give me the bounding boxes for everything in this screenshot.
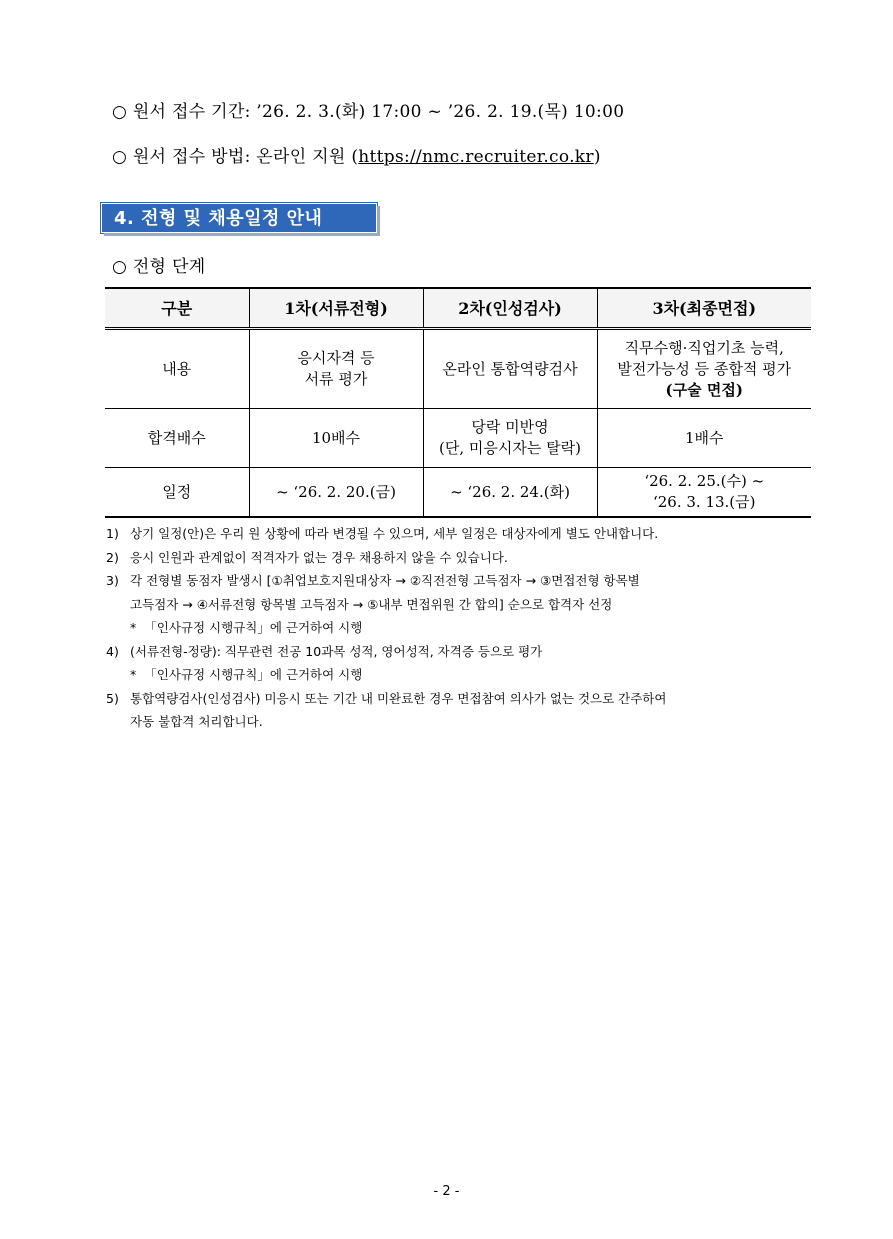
cell-text: ‘26. 3. 13.(금) <box>652 493 756 511</box>
application-period: ○ 원서 접수 기간: ’26. 2. 3.(화) 17:00 ~ ’26. 2. 19.(목) 10:00 <box>112 102 625 122</box>
cell-schedule-stage1: ~ ‘26. 2. 20.(금) <box>249 468 423 518</box>
note-3-sub <box>106 616 812 640</box>
note-4 <box>106 640 812 664</box>
cell-text: 발전가능성 등 종합적 평가 <box>617 359 792 378</box>
note-sub-text: 「인사규정 시행규칙」에 근거하여 시행 <box>144 620 363 635</box>
application-method <box>112 142 601 167</box>
cell-content-stage1 <box>249 329 423 409</box>
cell-content-stage2: 온라인 통합역량검사 <box>423 329 597 409</box>
table-row-schedule <box>105 468 811 518</box>
note-text <box>130 687 812 734</box>
row-label-content: 내용 <box>105 329 249 409</box>
page-number: - 2 - <box>433 1184 460 1199</box>
cell-text: 응시자격 등 <box>297 349 375 367</box>
note-number: 3) <box>106 573 119 588</box>
note-3 <box>106 569 812 616</box>
note-line: 자동 불합격 처리합니다. <box>130 714 263 729</box>
row-label-schedule: 일정 <box>105 468 249 518</box>
cell-schedule-stage2: ~ ‘26. 2. 24.(화) <box>423 468 597 518</box>
recruiter-link[interactable]: https://nmc.recruiter.co.kr <box>358 147 594 167</box>
note-text: (서류전형-정량): 직무관련 전공 10과목 성적, 영어성적, 자격증 등으로 평가 <box>130 643 543 659</box>
table-row-multiple <box>105 409 811 468</box>
application-method-suffix: ) <box>593 147 601 167</box>
cell-text: ‘26. 2. 25.(수) ~ <box>644 472 765 490</box>
note-1 <box>106 522 812 546</box>
note-line: 고득점자 → ④서류전형 항목별 고득점자 → ⑤내부 면접위원 간 합의] 순으로 합격자 선정 <box>130 596 613 612</box>
note-text <box>130 569 812 616</box>
note-number: 2) <box>106 549 119 565</box>
stage-heading: ○ 전형 단계 <box>112 257 206 277</box>
asterisk-icon: * <box>130 667 137 682</box>
table-row-content <box>105 329 811 409</box>
cell-content-stage3 <box>597 329 811 409</box>
note-2 <box>106 546 812 570</box>
note-number: 1) <box>106 526 119 541</box>
cell-text: 당락 미반영 <box>471 418 549 436</box>
header-stage2: 2차(인성검사) <box>423 288 597 329</box>
cell-multiple-stage2 <box>423 409 597 468</box>
cell-text: 직무수행·직업기초 능력, <box>624 338 784 357</box>
selection-stages-table <box>105 287 811 518</box>
notes-list <box>106 522 812 734</box>
cell-schedule-stage3 <box>597 468 811 518</box>
note-sub-text: 「인사규정 시행규칙」에 근거하여 시행 <box>144 667 363 682</box>
application-method-prefix: ○ 원서 접수 방법: 온라인 지원 ( <box>112 147 359 167</box>
cell-multiple-stage1: 10배수 <box>249 409 423 468</box>
row-label-multiple: 합격배수 <box>105 409 249 468</box>
cell-text: (구술 면접) <box>665 380 743 399</box>
asterisk-icon: * <box>130 620 137 635</box>
note-5 <box>106 687 812 734</box>
note-4-sub <box>106 663 812 687</box>
header-category: 구분 <box>105 288 249 329</box>
cell-text: (단, 미응시자는 탈락) <box>439 439 581 457</box>
cell-multiple-stage3: 1배수 <box>597 409 811 468</box>
header-stage3: 3차(최종면접) <box>597 288 811 329</box>
note-text: 응시 인원과 관계없이 적격자가 없는 경우 채용하지 않을 수 있습니다. <box>130 549 508 565</box>
note-text: 상기 일정(안)은 우리 원 상황에 따라 변경될 수 있으며, 세부 일정은 대상자에게 별도 안내합니다. <box>130 526 659 541</box>
note-line: 각 전형별 동점자 발생시 [①취업보호지원대상자 → ②직전전형 고득점자 → ③면접전형 항목별 <box>130 573 640 588</box>
note-line: 통합역량검사(인성검사) 미응시 또는 기간 내 미완료한 경우 면접참여 의사가 없는 것으로 간주하여 <box>130 690 667 706</box>
note-number: 5) <box>106 690 119 706</box>
note-number: 4) <box>106 643 119 659</box>
cell-text: 서류 평가 <box>304 370 368 388</box>
header-stage1: 1차(서류전형) <box>249 288 423 329</box>
table-header-row <box>105 288 811 329</box>
section-4-header: 4. 전형 및 채용일정 안내 <box>101 203 377 233</box>
